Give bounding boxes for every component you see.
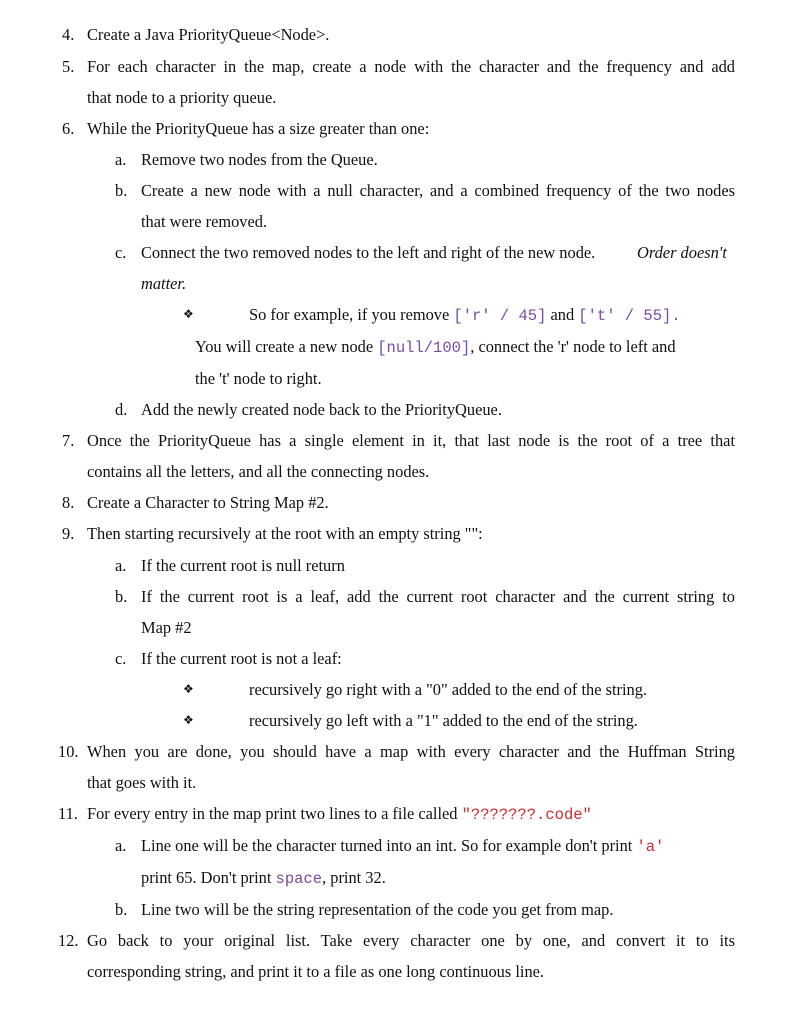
item-text: that goes with it. [87,773,197,792]
item-text: Once the PriorityQueue has a single element in it, that last node is the root of a tree that [87,431,735,450]
subitem-italic-note: Order doesn't [637,243,727,262]
item-number: 5. [62,57,75,76]
subitem-text: Line two will be the string representation of the code you get from map. [141,900,614,919]
bullet-text: recursively go left with a "1" added to the end of the string. [249,711,638,730]
diamond-bullet-icon: ❖ [183,307,194,321]
diamond-bullet-icon: ❖ [183,682,194,696]
subitem-letter: b. [115,587,128,606]
item-text: For every entry in the map print two lines to a file called "???????.code" [87,804,592,824]
item-number: 12. [58,931,79,950]
subitem-letter: a. [115,556,127,575]
subitem-letter: b. [115,900,128,919]
item-number: 8. [62,493,75,512]
subitem-letter: d. [115,400,128,419]
subitem-text: that were removed. [141,212,268,231]
item-text: Create a Character to String Map #2. [87,493,329,512]
item-text: Go back to your original list. Take every character one by one, and convert it to its [87,931,735,950]
subitem-text: Map #2 [141,618,192,637]
subitem-letter: c. [115,649,127,668]
subitem-text: Remove two nodes from the Queue. [141,150,378,169]
subitem-text: If the current root is null return [141,556,345,575]
bullet-text: recursively go right with a "0" added to the end of the string. [249,680,648,699]
item-text: For each character in the map, create a node with the character and the frequency and add [87,57,735,76]
subitem-text: Connect the two removed nodes to the left and right of the new node. [141,243,596,262]
subitem-text: Add the newly created node back to the PriorityQueue. [141,400,502,419]
subitem-text: If the current root is not a leaf: [141,649,342,668]
item-number: 10. [58,742,79,761]
item-text: When you are done, you should have a map with every character and the Huffman String [87,742,735,761]
item-text: that node to a priority queue. [87,88,277,107]
subitem-italic-note: matter. [141,274,187,293]
subitem-letter: b. [115,181,128,200]
item-number: 11. [58,804,78,823]
subitem-text: Create a new node with a null character, and a combined frequency of the two nodes [141,181,735,200]
item-text: While the PriorityQueue has a size greater than one: [87,119,430,138]
subitem-text: Line one will be the character turned into an int. So for example don't print 'a' [141,836,665,856]
subitem-letter: c. [115,243,127,262]
item-number: 4. [62,25,75,44]
item-number: 9. [62,524,75,543]
example-text: You will create a new node [null/100], connect the 'r' node to left and [195,337,676,357]
item-text: corresponding string, and print it to a file as one long continuous line. [87,962,545,981]
item-number: 7. [62,431,75,450]
item-text: contains all the letters, and all the connecting nodes. [87,462,430,481]
item-text: Then starting recursively at the root with an empty string "": [87,524,483,543]
example-text: So for example, if you remove ['r' / 45] and ['t' / 55]. [249,305,681,325]
diamond-bullet-icon: ❖ [183,713,194,727]
subitem-text: print 65. Don't print space, print 32. [141,868,386,888]
item-number: 6. [62,119,75,138]
item-text: Create a Java PriorityQueue<Node>. [87,25,330,44]
subitem-text: If the current root is a leaf, add the current root character and the current string to [141,587,735,606]
subitem-letter: a. [115,150,127,169]
example-text: the 't' node to right. [195,369,322,388]
subitem-letter: a. [115,836,127,855]
